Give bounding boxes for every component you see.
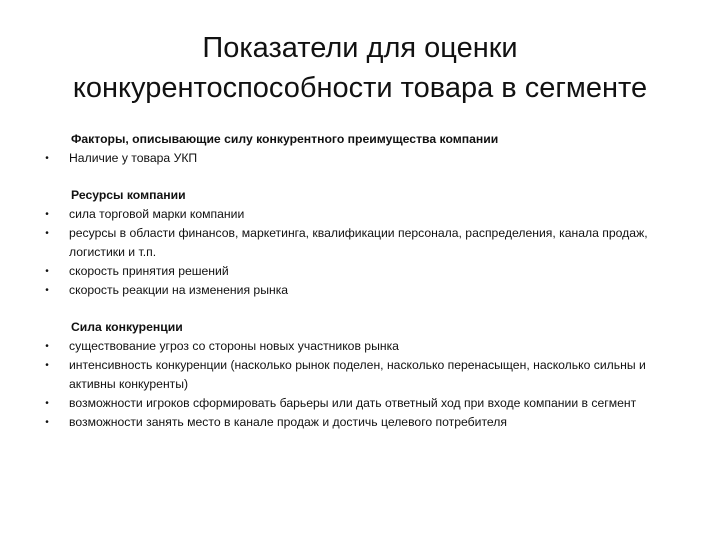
section-heading: Факторы, описывающие силу конкурентного преимущества компании xyxy=(71,132,499,146)
bullet-icon: • xyxy=(45,398,49,409)
section-competition-strength xyxy=(0,318,720,432)
list-item xyxy=(0,205,720,224)
bullet-icon: • xyxy=(45,285,49,296)
list-item xyxy=(0,262,720,281)
section-heading: Сила конкуренции xyxy=(71,320,183,334)
section-company-resources xyxy=(0,186,720,300)
list-item-text: скорость принятия решений xyxy=(69,264,229,278)
list-item xyxy=(0,413,720,432)
list-item xyxy=(0,356,720,394)
slide-title-line-2: конкурентоспособности товара в сегменте xyxy=(72,72,648,104)
bullet-icon: • xyxy=(45,228,49,239)
section-gap xyxy=(0,168,720,186)
list-item-text: интенсивность конкуренции (насколько рынок поделен, насколько перенасыщен, насколько сильны и активны конкуренты) xyxy=(69,358,646,391)
bullet-icon: • xyxy=(45,417,49,428)
bullet-icon: • xyxy=(45,360,49,371)
bullet-icon: • xyxy=(45,209,49,220)
list-item-text: возможности игроков сформировать барьеры или дать ответный ход при входе компании в сегмент xyxy=(69,396,637,410)
bullet-icon: • xyxy=(45,341,49,352)
slide-title-line-1: Показатели для оценки xyxy=(202,32,518,64)
list-item-text: возможности занять место в канале продаж и достичь целевого потребителя xyxy=(69,415,507,429)
list-item xyxy=(0,394,720,413)
bullet-icon: • xyxy=(45,153,49,164)
section-competitive-advantage xyxy=(0,130,720,168)
list-item xyxy=(0,337,720,356)
list-item xyxy=(0,224,720,262)
slide-body xyxy=(0,130,720,432)
slide-title xyxy=(40,28,680,108)
list-item-text: ресурсы в области финансов, маркетинга, квалификации персонала, распределения, канала продаж, логистики и т.п. xyxy=(69,226,648,259)
list-item xyxy=(0,149,720,168)
list-item-text: существование угроз со стороны новых участников рынка xyxy=(69,339,399,353)
list-item-text: сила торговой марки компании xyxy=(69,207,245,221)
section-heading: Ресурсы компании xyxy=(71,188,186,202)
section-gap xyxy=(0,300,720,318)
list-item-text: Наличие у товара УКП xyxy=(69,151,198,165)
bullet-icon: • xyxy=(45,266,49,277)
list-item-text: скорость реакции на изменения рынка xyxy=(69,283,289,297)
list-item xyxy=(0,281,720,300)
